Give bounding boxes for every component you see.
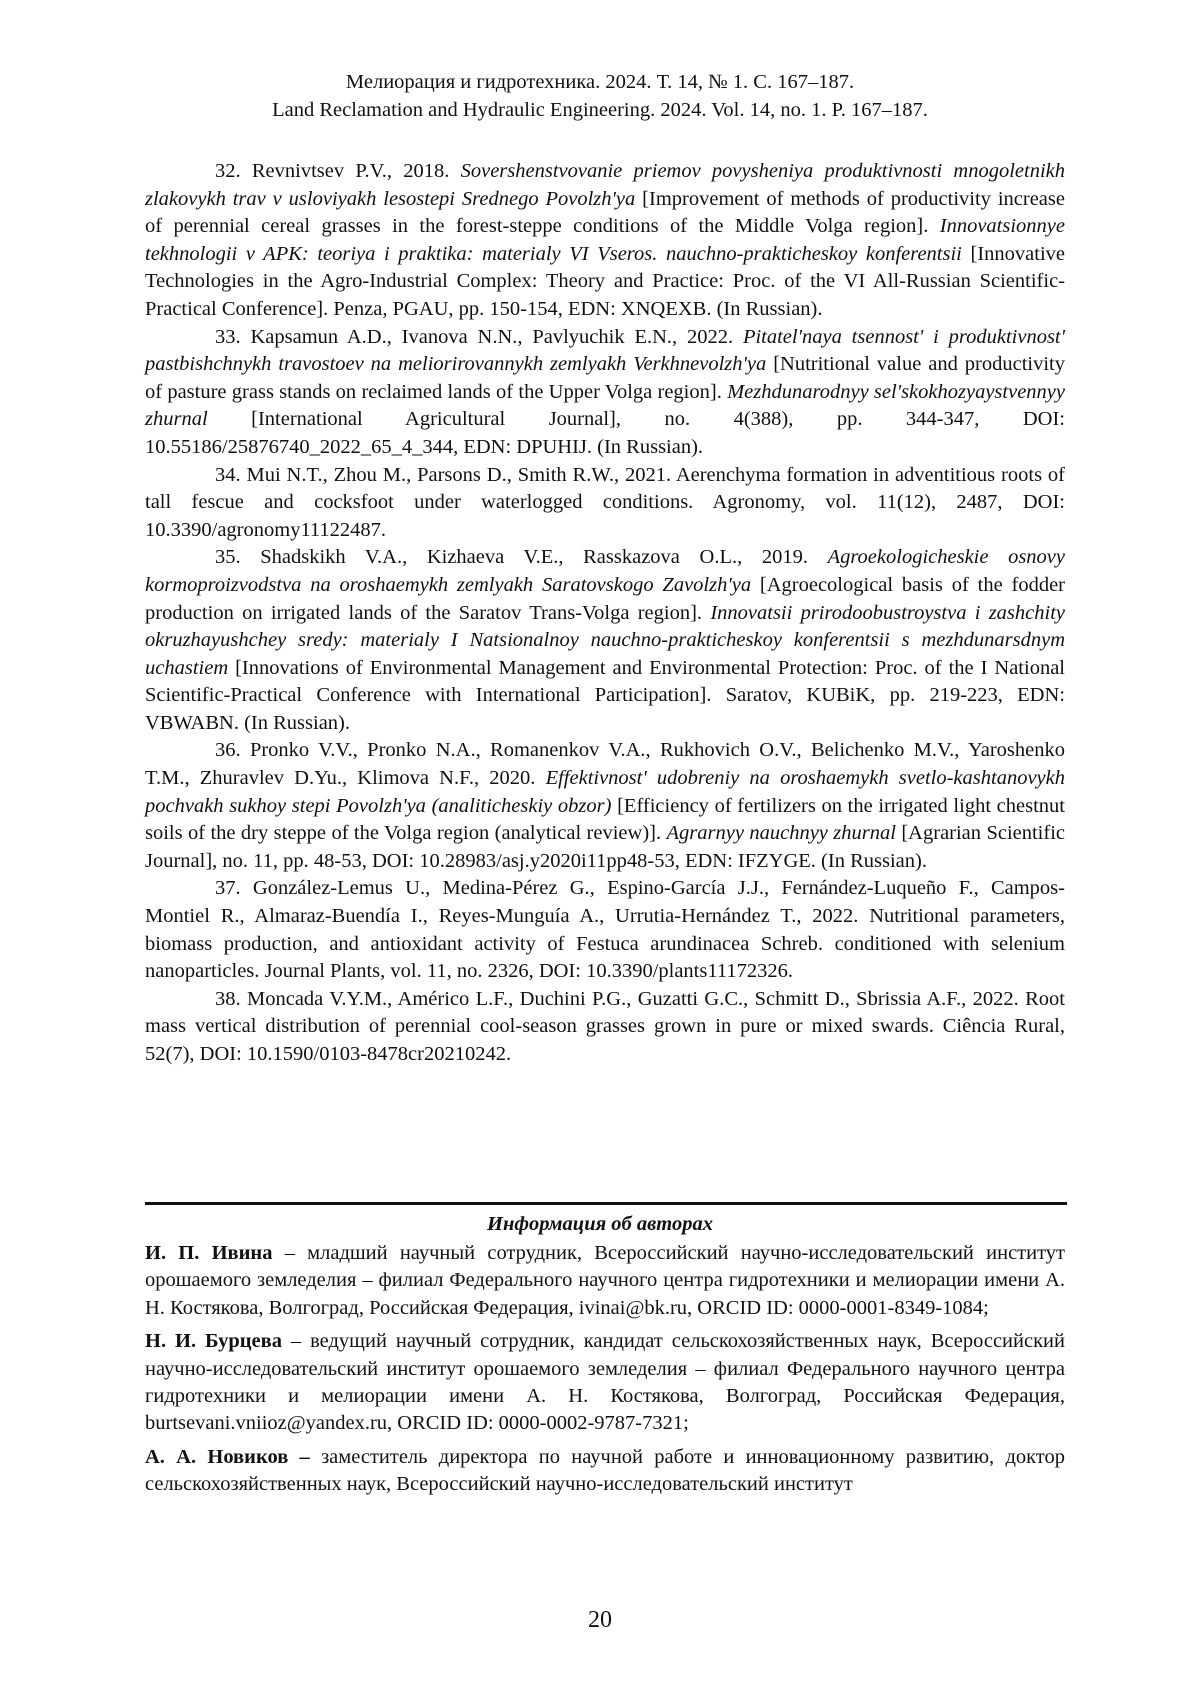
reference-tail: [Agrarian Scientific Journal], no. 11, pp. 48-53, DOI: 10.28983/asj.y2020i11pp48-53, EDN: IFZYGE. (In Russian).: [145, 822, 1065, 872]
reference-item: [145, 462, 1065, 545]
author-name: Н. И. Бурцева: [145, 1330, 282, 1353]
reference-lead: 36. Pronko V.V., Pronko N.A., Romanenkov V.A., Rukhovich O.V., Belichenko M.V., Yaroshenko T.M., Zhuravlev D.Yu., Klimova N.F., 2020.: [145, 739, 1065, 790]
running-header: [0, 68, 1200, 124]
reference-tail: [Innovative Technologies in the Agro-Industrial Complex: Theory and Practice: Proc. of the VI All-Russian Scientific-Practical Conference]. Penza, PGAU, pp. 150-154, EDN: XNQEXB. (In Russian).: [145, 242, 1065, 320]
author-details: заместитель директора по научной работе и инновационному развитию, доктор сельскохозяйственных наук, Всероссийский научно-исследовательский институт: [145, 1445, 1066, 1496]
reference-lead: 37. González-Lemus U., Medina-Pérez G., Espino-García J.J., Fernández-Luqueño F., Campos-Montiel R., Almaraz-Buendía I., Reyes-Munguía A., Urrutia-Hernández T., 2022. Nutritional parameters, biomass production, and antioxidant activity of Festuca arundinacea Schreb. conditioned with selenium nanoparticles. Journal Plants, vol. 11, no. 2326, DOI: 10.3390/plants11172326.: [145, 877, 1065, 983]
section-divider: [145, 1202, 1067, 1205]
page-number: 20: [588, 1607, 612, 1633]
reference-lead: 34. Mui N.T., Zhou M., Parsons D., Smith R.W., 2021. Aerenchyma formation in adventitious roots of tall fescue and cocksfoot under waterlogged conditions. Agronomy, vol. 11(12), 2487, DOI: 10.3390/agronomy11122487.: [145, 463, 1065, 541]
reference-translation: [Agroecological basis of the fodder production on irrigated lands of the Saratov Trans-Volga region].: [145, 573, 1065, 624]
reference-title: Sovershenstvovanie priemov povysheniya produktivnosti mnogoletnikh zlakovykh trav v usloviyakh lesostepi Srednego Povolzh'ya: [145, 160, 1065, 210]
reference-item: [145, 737, 1065, 875]
reference-lead: 33. Kapsamun A.D., Ivanova N.N., Pavlyuchik E.N., 2022.: [215, 325, 743, 348]
reference-translation: [Efficiency of fertilizers on the irrigated light chestnut soils of the dry steppe of the Volga region (analytical review)].: [145, 794, 1065, 845]
reference-item: [145, 986, 1065, 1069]
reference-source: Agrarnyy nauchnyy zhurnal: [666, 822, 896, 845]
reference-title: Pitatel'naya tsennost' i produktivnost' pastbishchnykh travostoev na meliorirovannykh zemlyakh Verkhnevolzh'ya: [145, 325, 1065, 376]
author-name: А. А. Новиков –: [145, 1445, 310, 1468]
reference-item: [145, 324, 1065, 462]
reference-tail: [Innovations of Environmental Management and Environmental Protection: Proc. of the I National Scientific-Practical Conference with International Participation]. Saratov, KUBiK, pp. 219-223, EDN: VBWABN. (In Russian).: [145, 656, 1065, 734]
reference-tail: [International Agricultural Journal], no. 4(388), pp. 344-347, DOI: 10.55186/25876740_2022_65_4_344, EDN: DPUHIJ. (In Russian).: [145, 408, 1065, 458]
author-entry: [145, 1240, 1065, 1322]
reference-translation: [Improvement of methods of productivity increase of perennial cereal grasses in the forest-steppe conditions of the Middle Volga region].: [145, 187, 1065, 238]
author-entry: [145, 1444, 1065, 1499]
author-entry: [145, 1328, 1065, 1438]
authors-list: [145, 1240, 1065, 1505]
reference-title: Agroekologicheskie osnovy kormoproizvodstva na oroshaemykh zemlyakh Saratovskogo Zavolzh'ya: [145, 546, 1065, 596]
reference-item: [145, 158, 1065, 324]
reference-list: [145, 158, 1065, 1069]
header-line-en: Land Reclamation and Hydraulic Engineering. 2024. Vol. 14, no. 1. P. 167–187.: [272, 99, 928, 121]
reference-item: [145, 544, 1065, 737]
reference-lead: 38. Moncada V.Y.M., Américo L.F., Duchini P.G., Guzatti G.C., Schmitt D., Sbrissia A.F., 2022. Root mass vertical distribution of perennial cool-season grasses grown in pure or mixed swards. Ciência Rural, 52(7), DOI: 10.1590/0103-8478cr20210242.: [145, 987, 1065, 1065]
author-details: – младший научный сотрудник, Всероссийский научно-исследовательский институт орошаемого земледелия – филиал Федерального научного центра гидротехники и мелиорации имени А. Н. Костякова, Волгоград, Российская Федерация, ivinai@bk.ru, ORCID ID: 0000-0001-8349-1084;: [145, 1242, 1065, 1319]
reference-source: Mezhdunarodnyy sel'skokhozyaystvennyy zhurnal: [145, 380, 1065, 431]
reference-item: [145, 875, 1065, 985]
reference-translation: [Nutritional value and productivity of pasture grass stands on reclaimed lands of the Upper Volga region].: [145, 353, 1065, 403]
authors-heading: Информация об авторах: [487, 1213, 713, 1235]
reference-title: Effektivnost' udobreniy na oroshaemykh svetlo-kashtanovykh pochvakh sukhoy stepi Povolzh'ya (analiticheskiy obzor): [145, 767, 1065, 817]
reference-lead: 32. Revnivtsev P.V., 2018.: [215, 160, 461, 182]
header-line-ru: Мелиорация и гидротехника. 2024. Т. 14, № 1. С. 167–187.: [345, 71, 855, 93]
reference-source: Innovatsii prirodoobustroystva i zashchity okruzhayushchey sredy: materialy I Natsionalnoy nauchno-prakticheskoy konferentsii s mezhdunarsdnym uchastiem: [145, 601, 1065, 679]
author-name: И. П. Ивина: [145, 1242, 273, 1264]
reference-source: Innovatsionnye tekhnologii v APK: teoriya i praktika: materialy VI Vseros. nauchno-prakticheskoy konferentsii: [145, 215, 1065, 265]
author-details: – ведущий научный сотрудник, кандидат сельскохозяйственных наук, Всероссийский научно-исследовательский институт орошаемого земледелия – филиал Федерального научного центра гидротехники и мелиорации имени А. Н. Костякова, Волгоград, Российская Федерация, burtsevani.vniioz@yandex.ru, ORCID ID: 0000-0002-9787-7321;: [145, 1330, 1065, 1435]
reference-lead: 35. Shadskikh V.A., Kizhaeva V.E., Rasskazova O.L., 2019.: [215, 546, 828, 569]
